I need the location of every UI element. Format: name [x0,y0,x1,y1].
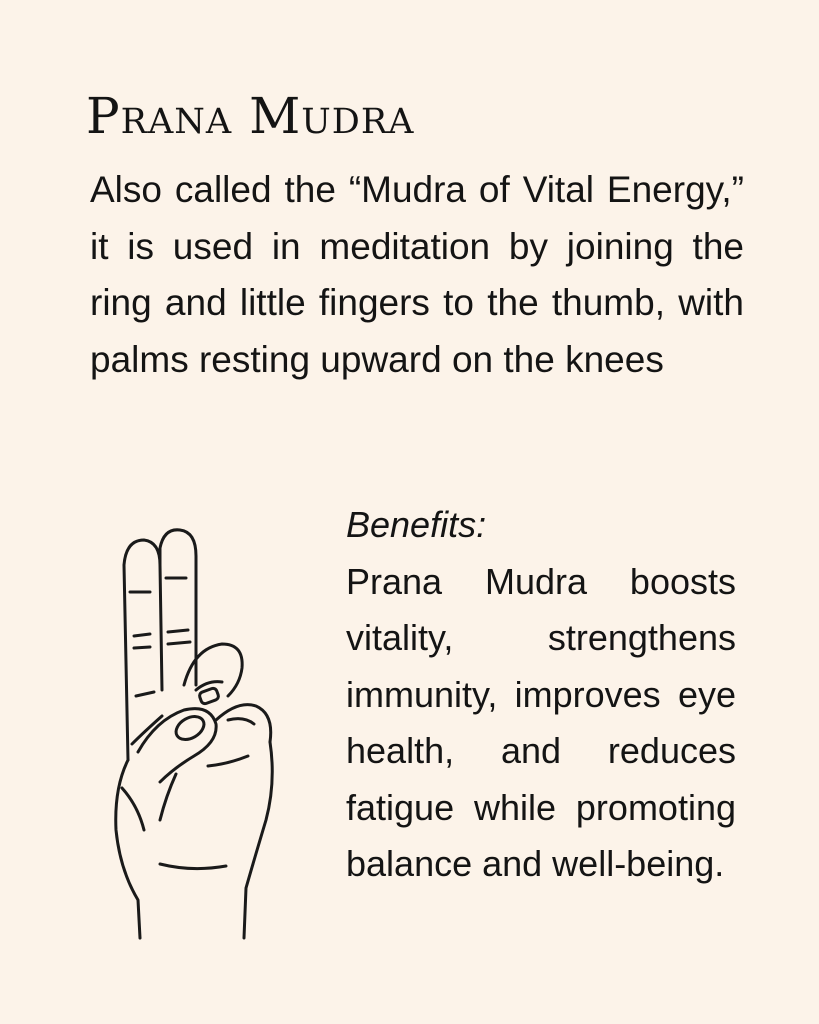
benefits-heading: Benefits: [346,504,487,545]
benefits-text: Prana Mudra boosts vitality, strengthens immunity, improves eye health, and reduces fatigue while promoting balance and well-being. [346,560,736,884]
prana-mudra-hand-icon [98,520,288,950]
page-title: Prana Mudra [86,87,415,145]
intro-paragraph: Also called the “Mudra of Vital Energy,” it is used in meditation by joining the ring and little fingers to the thumb, with palms resting upward on the knees [90,169,744,380]
benefits-section [346,497,736,893]
